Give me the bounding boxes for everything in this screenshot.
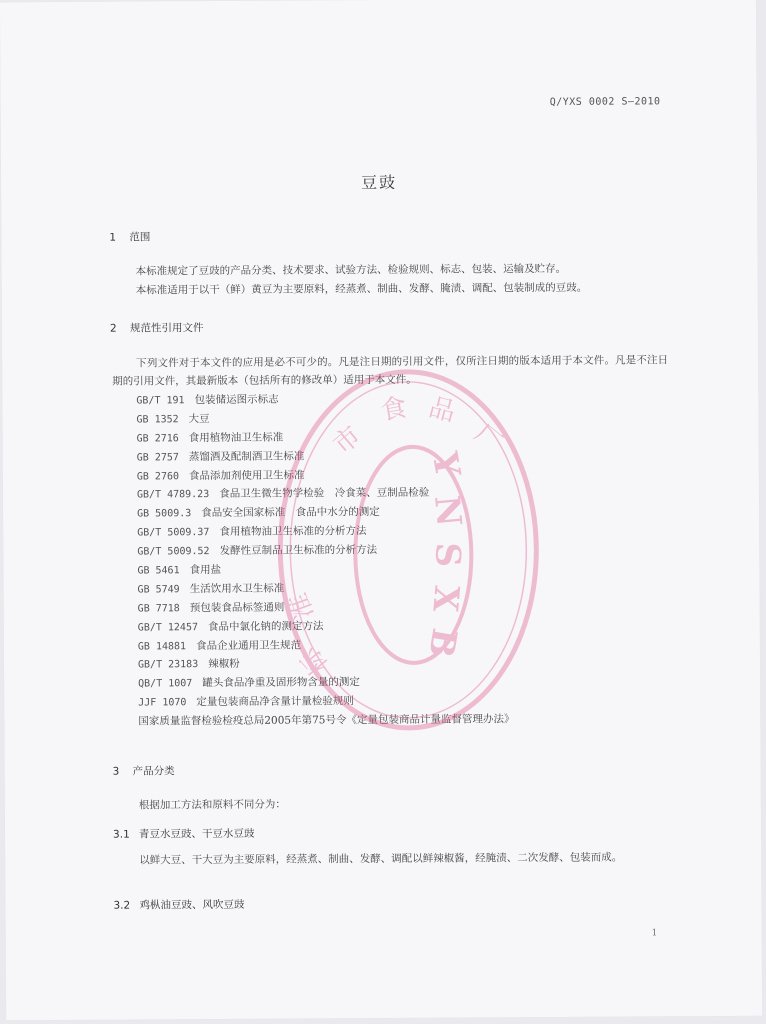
reference-code: GB/T 23183 — [137, 659, 199, 671]
reference-code: GB 1352 — [136, 414, 179, 426]
section-2-heading — [110, 320, 204, 336]
subsection-title: 青豆水豆豉、干豆水豆豉 — [139, 827, 255, 841]
reference-title: 大豆 — [188, 412, 210, 426]
subsection-number: 3.2 — [113, 899, 131, 912]
reference-title: 辣椒粉 — [208, 658, 240, 671]
reference-item — [138, 691, 514, 712]
document-title: 豆豉 — [360, 172, 398, 193]
svg-text:厂: 厂 — [468, 418, 508, 459]
section-1-paragraph-1: 本标准规定了豆豉的产品分类、技术要求、试验方法、检验规则、标志、包装、运输及贮存。 — [135, 262, 567, 278]
reference-code: GB 2757 — [136, 451, 179, 464]
reference-code: GB 5749 — [137, 584, 180, 596]
reference-title: 食用植物油卫生标准的分析方法 — [219, 525, 367, 539]
reference-title: 食品卫生微生物学检验 冷食菜、豆制品检验 — [219, 487, 430, 501]
reference-code: GB 5461 — [137, 565, 180, 577]
reference-title: 食品安全国家标准 食品中水分的测定 — [201, 506, 380, 520]
reference-code: GB 2760 — [136, 470, 180, 483]
svg-text:Y: Y — [423, 449, 468, 481]
svg-text:市: 市 — [327, 420, 368, 461]
reference-title: 食品企业通用卫生规范 — [196, 639, 302, 652]
reference-title: 食品添加剂使用卫生标准 — [188, 469, 305, 482]
section-number: 3 — [112, 765, 120, 778]
reference-item — [138, 654, 514, 675]
section-title: 产品分类 — [132, 765, 175, 778]
reference-code: QB/T 1007 — [138, 678, 193, 690]
section-title: 范围 — [129, 231, 151, 244]
reference-title: 食用植物油卫生标准 — [188, 431, 284, 444]
reference-title: 食品中氯化钠的测定方法 — [207, 620, 324, 633]
reference-title: 罐头食品净重及固形物含量的测定 — [202, 676, 360, 690]
reference-item — [137, 521, 513, 542]
reference-item — [137, 484, 513, 505]
subsection-number: 3.1 — [113, 828, 130, 841]
reference-code: GB/T 5009.37 — [137, 527, 210, 539]
reference-title: 包装储运图示标志 — [194, 393, 279, 407]
reference-item — [137, 540, 513, 561]
reference-item — [137, 503, 513, 524]
section-3-heading — [113, 763, 175, 778]
reference-code: GB/T 191 — [136, 395, 185, 407]
reference-item — [138, 673, 514, 694]
section-1-paragraph-2: 本标准适用于以干（鲜）黄豆为主要原料，经蒸煮、制曲、发酵、腌渍、调配、包装制成的豆豉。 — [135, 281, 588, 297]
svg-text:准: 准 — [283, 588, 321, 624]
reference-title: 蒸馏酒及配制酒卫生标准 — [188, 450, 305, 463]
reference-item — [137, 446, 513, 467]
reference-title: 发酵性豆制品卫生标准的分析方法 — [219, 544, 378, 558]
reference-code: GB/T 5009.52 — [137, 546, 210, 558]
reference-item — [137, 427, 513, 448]
reference-item — [137, 559, 513, 580]
reference-code: GB 14881 — [137, 640, 187, 653]
svg-text:食: 食 — [378, 392, 410, 427]
svg-text:N: N — [426, 493, 469, 529]
reference-code: GB 5009.3 — [137, 508, 192, 520]
section-number: 1 — [109, 231, 117, 244]
reference-item — [136, 389, 512, 410]
svg-text:标: 标 — [294, 640, 335, 681]
reference-title: 定量包装商品净含量计量检验规则 — [196, 695, 354, 709]
reference-title: 预包装食品标签通则 — [189, 601, 285, 614]
reference-title: 食用盐 — [189, 564, 222, 577]
reference-item — [138, 616, 514, 637]
section-number: 2 — [109, 322, 117, 335]
subsection-3-1-heading — [113, 826, 255, 842]
reference-title: 生活饮用水卫生标准 — [189, 582, 285, 596]
reference-title: 国家质量监督检验检疫总局2005年第75号令《定量包装商品计量监督管理办法》 — [138, 713, 515, 728]
section-2-intro: 下列文件对于本文件的应用是必不可少的。凡是注日期的引用文件，仅所注日期的版本适用于本文件。凡是不注日期的引用文件，其最新版本（包括所有的修改单）适用于本文件。 — [112, 354, 669, 388]
section-3-intro: 根据加工方法和原料不同分为： — [138, 798, 286, 812]
reference-code: GB/T 12457 — [137, 621, 199, 634]
subsection-3-1-text: 以鲜大豆、干大豆为主要原料，经蒸煮、制曲、发酵、调配以鲜辣椒酱，经腌渍、二次发酵、包装而成。 — [139, 851, 623, 867]
subsection-title: 鸡枞油豆豉、风吹豆豉 — [139, 898, 245, 912]
section-title: 规范性引用文件 — [129, 322, 204, 335]
svg-text:X: X — [424, 583, 467, 614]
reference-item — [136, 408, 512, 429]
reference-code: JJF 1070 — [138, 697, 187, 709]
standard-code: Q/YXS 0002 S—2010 — [549, 96, 661, 108]
reference-code: GB 2716 — [136, 433, 179, 445]
subsection-3-2-heading — [113, 897, 244, 913]
reference-item — [138, 597, 514, 618]
reference-item — [138, 710, 514, 731]
page-number: 1 — [651, 928, 658, 939]
svg-text:品: 品 — [425, 392, 459, 429]
reference-item — [137, 465, 513, 486]
reference-item — [138, 635, 514, 656]
reference-item — [137, 578, 513, 599]
svg-text:S: S — [427, 542, 468, 568]
reference-list — [136, 389, 514, 731]
reference-code: GB/T 4789.23 — [136, 489, 210, 501]
section-1-heading — [109, 229, 150, 244]
svg-text:B: B — [420, 625, 465, 661]
reference-code: GB 7718 — [137, 603, 180, 615]
